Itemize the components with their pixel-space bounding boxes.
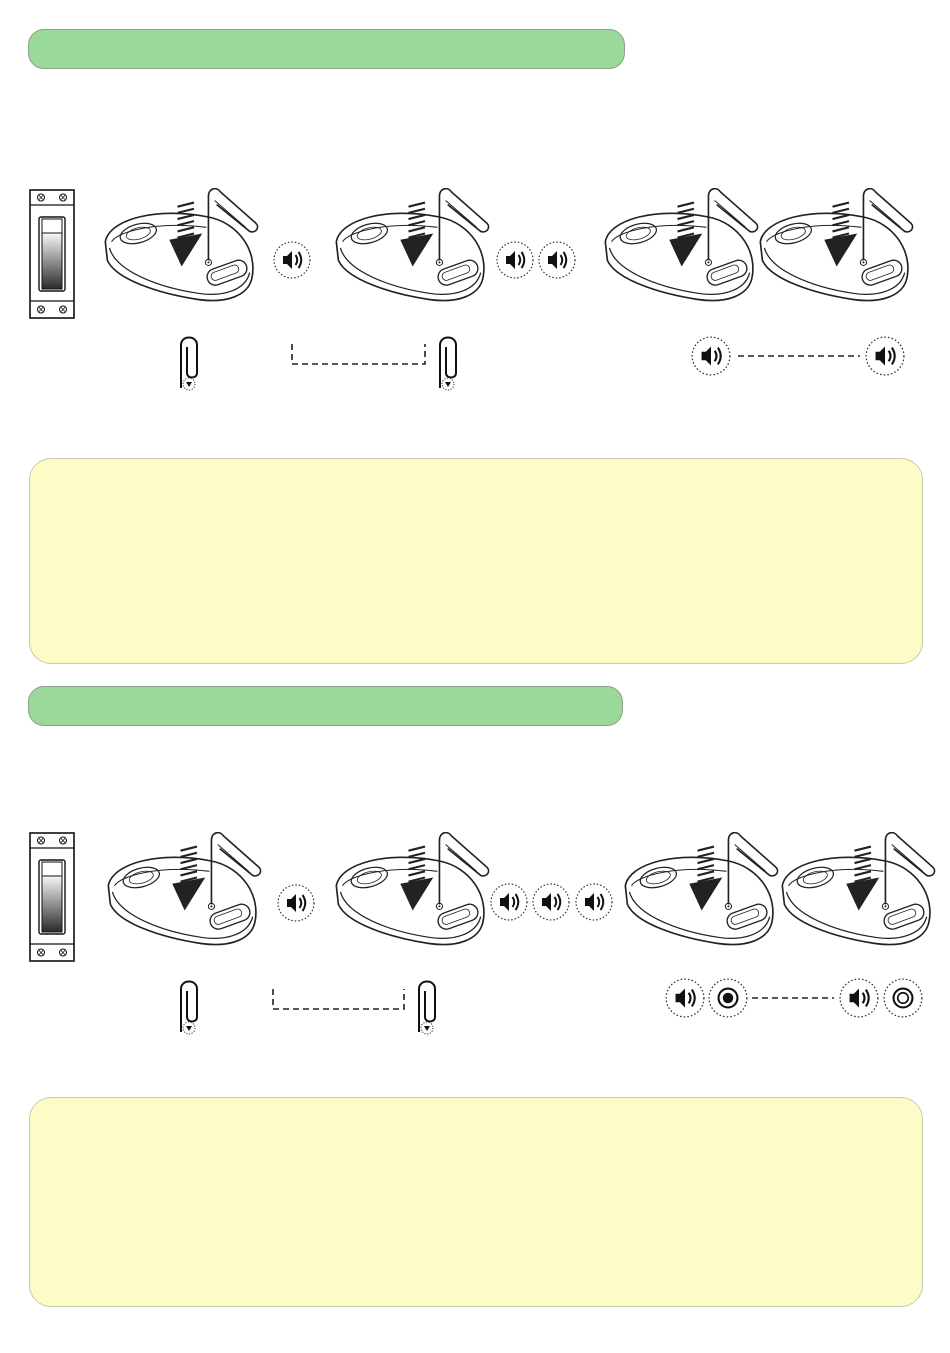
power-switch-icon — [29, 189, 75, 319]
speaker-icon — [495, 240, 535, 280]
mouse-paperclip-reset-icon — [595, 188, 760, 312]
mouse-paperclip-reset-icon — [750, 188, 915, 312]
mouse-paperclip-reset-icon — [95, 188, 260, 312]
ring-indicator-icon — [882, 977, 924, 1019]
mouse-paperclip-reset-icon — [98, 832, 263, 956]
paperclip-release-icon — [412, 976, 442, 1038]
speaker-icon — [531, 882, 571, 922]
speaker-icon — [537, 240, 577, 280]
paperclip-release-icon — [174, 332, 204, 394]
speaker-icon — [489, 882, 529, 922]
speaker-icon — [864, 335, 906, 377]
speaker-icon — [276, 883, 316, 923]
speaker-icon — [664, 977, 706, 1019]
repeat-interval-line — [752, 996, 836, 1000]
mouse-paperclip-reset-icon — [772, 832, 937, 956]
paperclip-release-icon — [433, 332, 463, 394]
hold-duration-bracket — [272, 987, 412, 1013]
paperclip-release-icon — [174, 976, 204, 1038]
section-1-note-box — [29, 458, 923, 664]
section-2-note-box — [29, 1097, 923, 1307]
mouse-paperclip-reset-icon — [326, 188, 491, 312]
section-2-header-bar — [28, 686, 623, 726]
speaker-icon — [690, 335, 732, 377]
mouse-paperclip-reset-icon — [615, 832, 780, 956]
speaker-icon — [838, 977, 880, 1019]
power-switch-icon — [29, 832, 75, 962]
section-1-header-bar — [28, 29, 625, 69]
record-indicator-icon — [707, 977, 749, 1019]
hold-duration-bracket — [291, 342, 431, 368]
speaker-icon — [574, 882, 614, 922]
speaker-icon — [272, 240, 312, 280]
mouse-paperclip-reset-icon — [326, 832, 491, 956]
repeat-interval-line — [738, 354, 862, 358]
